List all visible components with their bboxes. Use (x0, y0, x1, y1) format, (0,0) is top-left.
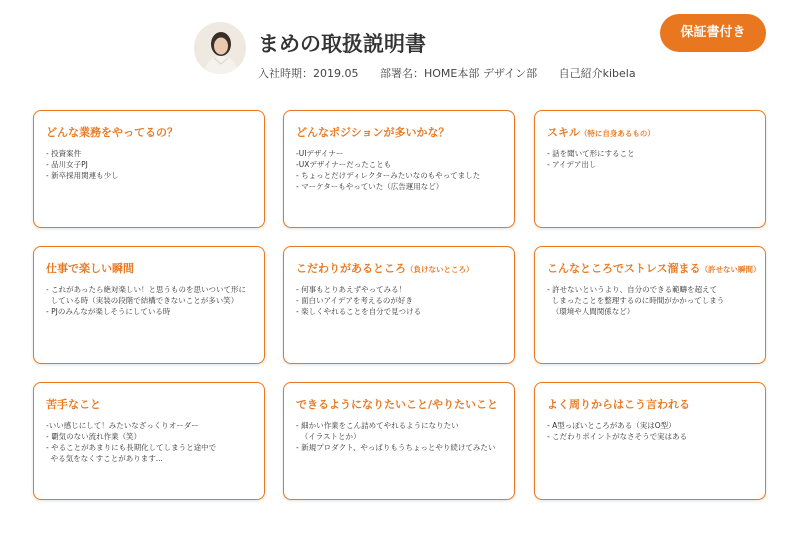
card-skill (534, 110, 766, 228)
list-item: - こだわりポイントがなさそうで実はある (547, 432, 688, 441)
card-title: できるようになりたいこと/やりたいこと (296, 398, 499, 411)
list-item: - 楽しくやれることを自分で見つける (296, 307, 422, 316)
list-item: （環境や人間関係など） (547, 307, 635, 316)
card-list (46, 148, 254, 181)
card-list (547, 284, 755, 317)
list-item: - アイデア出し (547, 160, 597, 169)
card-list (296, 148, 504, 192)
card-title: こんなところでストレス溜まる（許せない瞬間） (547, 262, 761, 275)
list-item: やる気をなくすことがあります... (46, 454, 163, 463)
profile-meta (258, 65, 654, 81)
list-item: -いい感じにして！みたいなざっくりオーダー (46, 421, 199, 430)
card-title: こだわりがあるところ（負けないところ） (296, 262, 474, 275)
department: 部署名：HOME本部 デザイン部 (380, 67, 538, 80)
list-item: - 新規プロダクト、やっぱりもうちょっとやり続けてみたい (296, 443, 496, 452)
person-photo-icon (194, 22, 246, 74)
list-item: - A型っぽいところがある（実はO型） (547, 421, 676, 430)
list-item: - 新卒採用関連も少し (46, 171, 119, 180)
card-reputation (534, 382, 766, 500)
list-item: -UXデザイナーだったことも (296, 160, 392, 169)
warranty-button[interactable]: 保証書付き (660, 14, 766, 52)
list-item: - やることがあまりにも長期化してしまうと途中で (46, 443, 217, 452)
card-list (547, 420, 755, 442)
join-date: 入社時期：2019.05 (258, 67, 359, 80)
list-item: - これがあったら絶対楽しい！と思うものを思いついて形に (46, 285, 247, 294)
card-list (46, 284, 254, 317)
list-item: - 品川女子PJ (46, 160, 88, 169)
list-item: しまったことを整理するのに時間がかかってしまう (547, 296, 725, 305)
card-work (33, 110, 265, 228)
list-item: - 許せないというより、自分のできる範疇を超えて (547, 285, 718, 294)
list-item: - 何事もとりあえずやってみる！ (296, 285, 407, 294)
list-item: している時（実装の段階で結構できないことが多い笑） (46, 296, 239, 305)
card-list (547, 148, 755, 170)
list-item: - 話を聞いて形にすること (547, 149, 635, 158)
card-title: どんな業務をやってるの？ (46, 126, 178, 139)
card-fun-moments (33, 246, 265, 364)
card-goals (283, 382, 515, 500)
card-title: 苦手なこと (46, 398, 101, 411)
card-list (46, 420, 254, 464)
page-title: まめの取扱説明書 (258, 32, 426, 56)
card-strengths (283, 246, 515, 364)
card-title: どんなポジションが多いかな？ (296, 126, 450, 139)
list-item: - 覇気のない流れ作業（笑） (46, 432, 142, 441)
card-weaknesses (33, 382, 265, 500)
list-item: - マーケターもやっていた（広告運用など） (296, 182, 444, 191)
list-item: - 投資案件 (46, 149, 82, 158)
card-list (296, 420, 504, 453)
list-item: - PJのみんなが楽しそうにしている時 (46, 307, 171, 316)
card-title: よく周りからはこう言われる (547, 398, 690, 411)
profile-header (194, 22, 634, 82)
list-item: - ちょっとだけディレクターみたいなのもやってました (296, 171, 481, 180)
list-item: - 面白いアイデアを考えるのが好き (296, 296, 413, 305)
card-title: 仕事で楽しい瞬間 (46, 262, 134, 275)
list-item: （イラストとか） (296, 432, 361, 441)
self-intro-link[interactable]: 自己紹介kibela (558, 67, 636, 80)
list-item: - 細かい作業をこん詰めてやれるようになりたい (296, 421, 459, 430)
list-item: -UIデザイナー (296, 149, 344, 158)
card-stress (534, 246, 766, 364)
avatar (194, 22, 246, 74)
card-list (296, 284, 504, 317)
card-title: スキル（特に自身あるもの） (547, 126, 655, 139)
card-position (283, 110, 515, 228)
